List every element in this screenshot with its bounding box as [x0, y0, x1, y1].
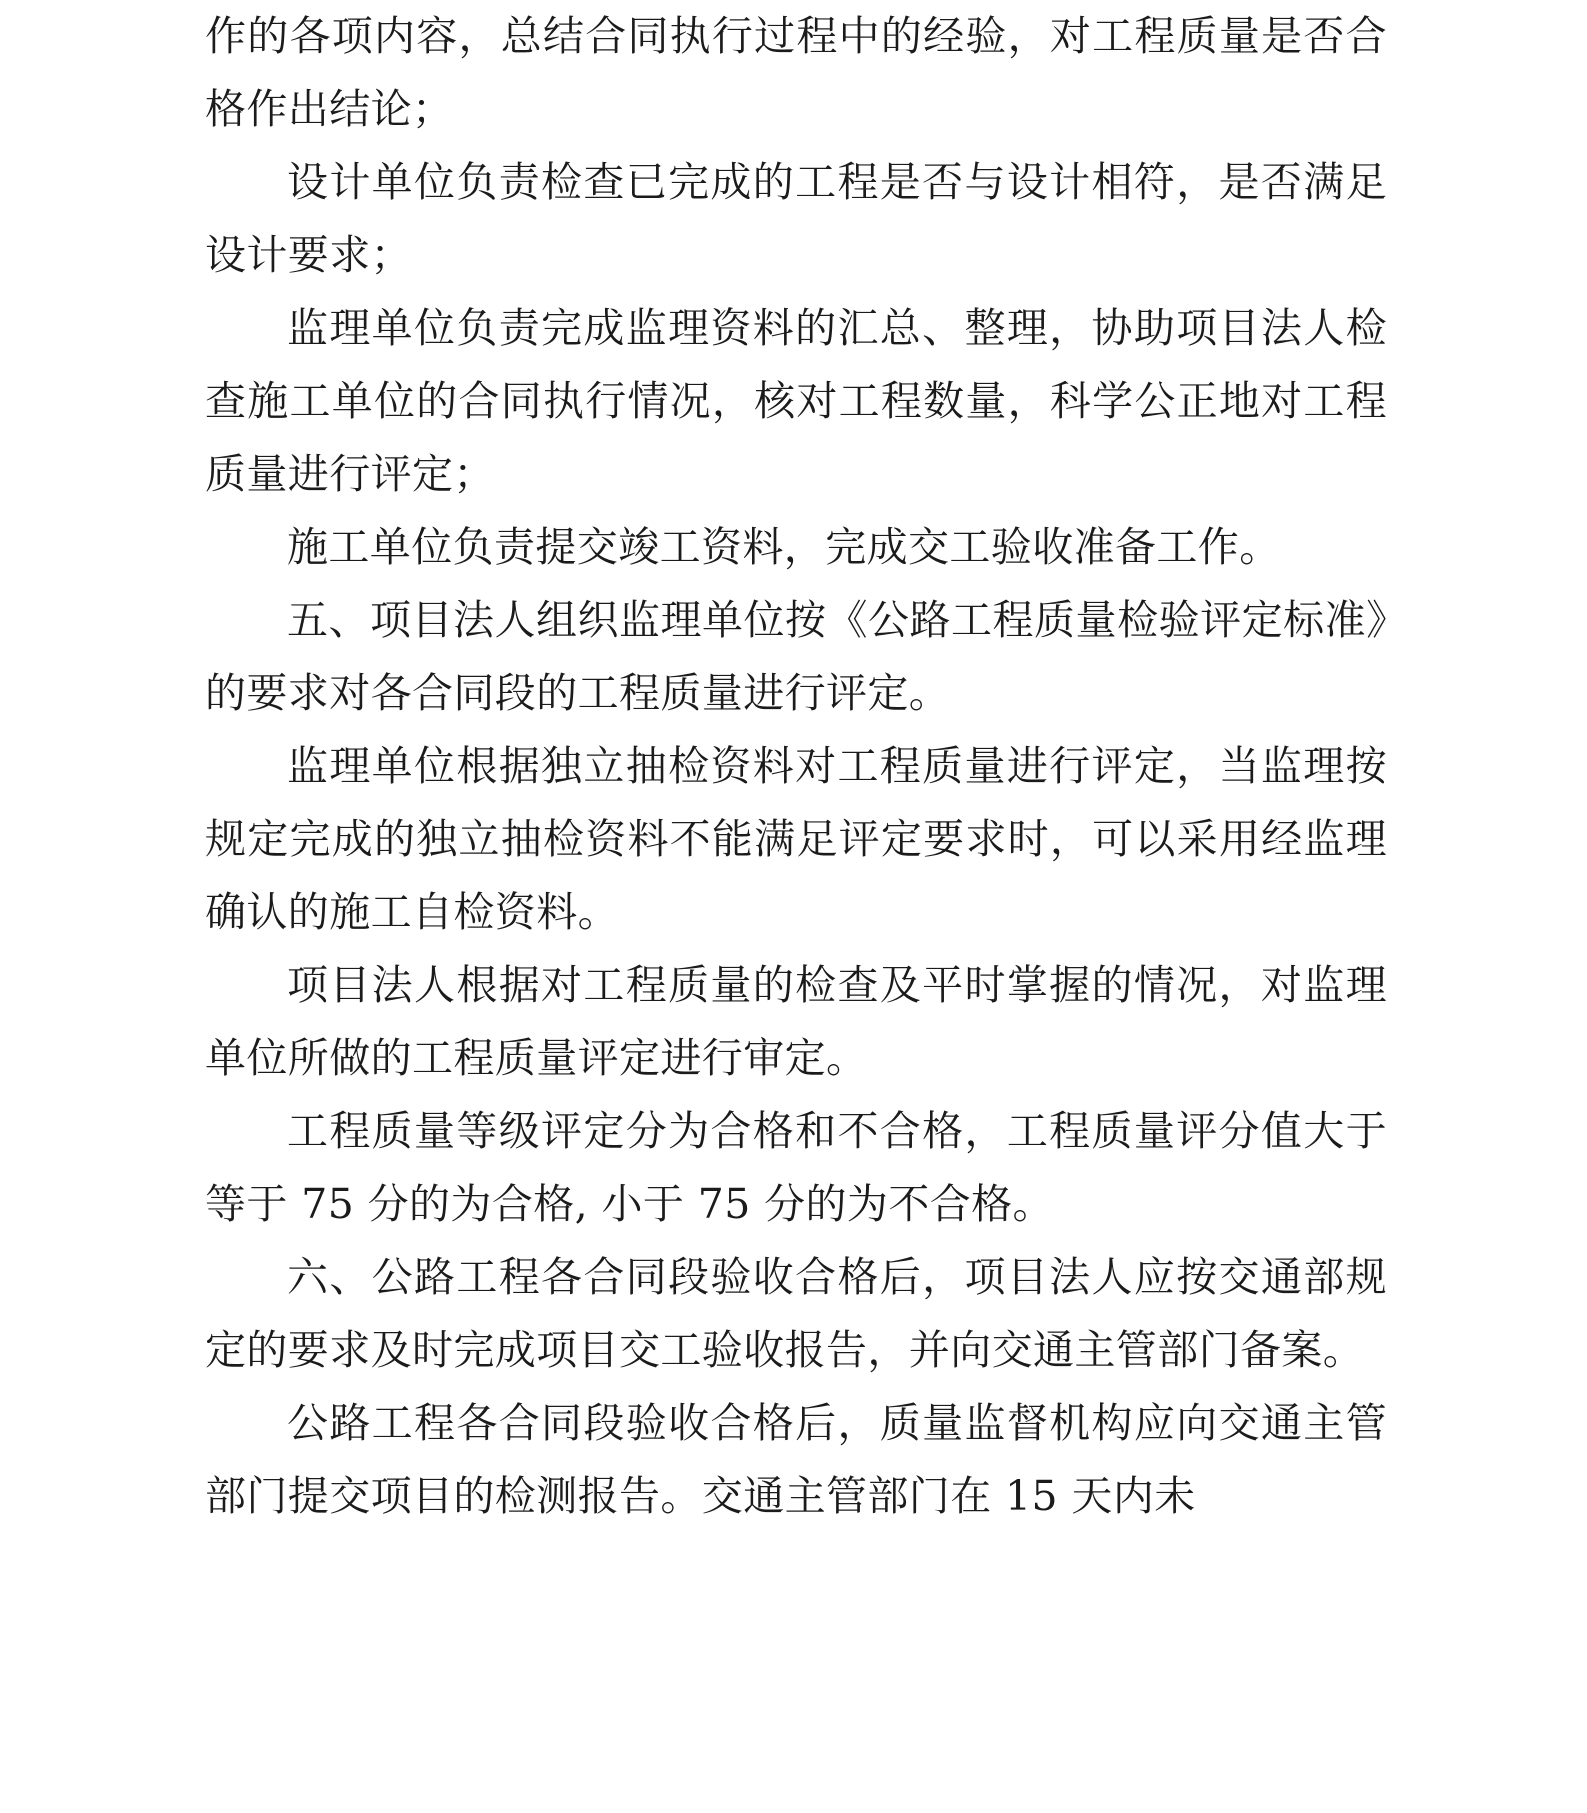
paragraph: 监理单位根据独立抽检资料对工程质量进行评定，当监理按规定完成的独立抽检资料不能满足评定要求时，可以采用经监理确认的施工自检资料。	[205, 742, 1387, 936]
paragraph: 六、公路工程各合同段验收合格后，项目法人应按交通部规定的要求及时完成项目交工验收报告，并向交通主管部门备案。	[205, 1253, 1387, 1374]
paragraph: 施工单位负责提交竣工资料，完成交工验收准备工作。	[287, 523, 1281, 571]
paragraph: 监理单位负责完成监理资料的汇总、整理，协助项目法人检查施工单位的合同执行情况，核对工程数量，科学公正地对工程质量进行评定；	[205, 304, 1387, 498]
paragraph: 作的各项内容，总结合同执行过程中的经验，对工程质量是否合格作出结论；	[205, 12, 1387, 133]
paragraph: 公路工程各合同段验收合格后，质量监督机构应向交通主管部门提交项目的检测报告。交通主管部门在 15 天内未	[205, 1399, 1387, 1520]
paragraph: 五、项目法人组织监理单位按《公路工程质量检验评定标准》的要求对各合同段的工程质量进行评定。	[205, 596, 1387, 717]
paragraph: 设计单位负责检查已完成的工程是否与设计相符，是否满足设计要求；	[205, 158, 1387, 279]
paragraph: 工程质量等级评定分为合格和不合格，工程质量评分值大于等于 75 分的为合格, 小于 75 分的为不合格。	[205, 1107, 1387, 1228]
paragraph: 项目法人根据对工程质量的检查及平时掌握的情况，对监理单位所做的工程质量评定进行审定。	[205, 961, 1387, 1082]
document-body	[205, 0, 1387, 1533]
